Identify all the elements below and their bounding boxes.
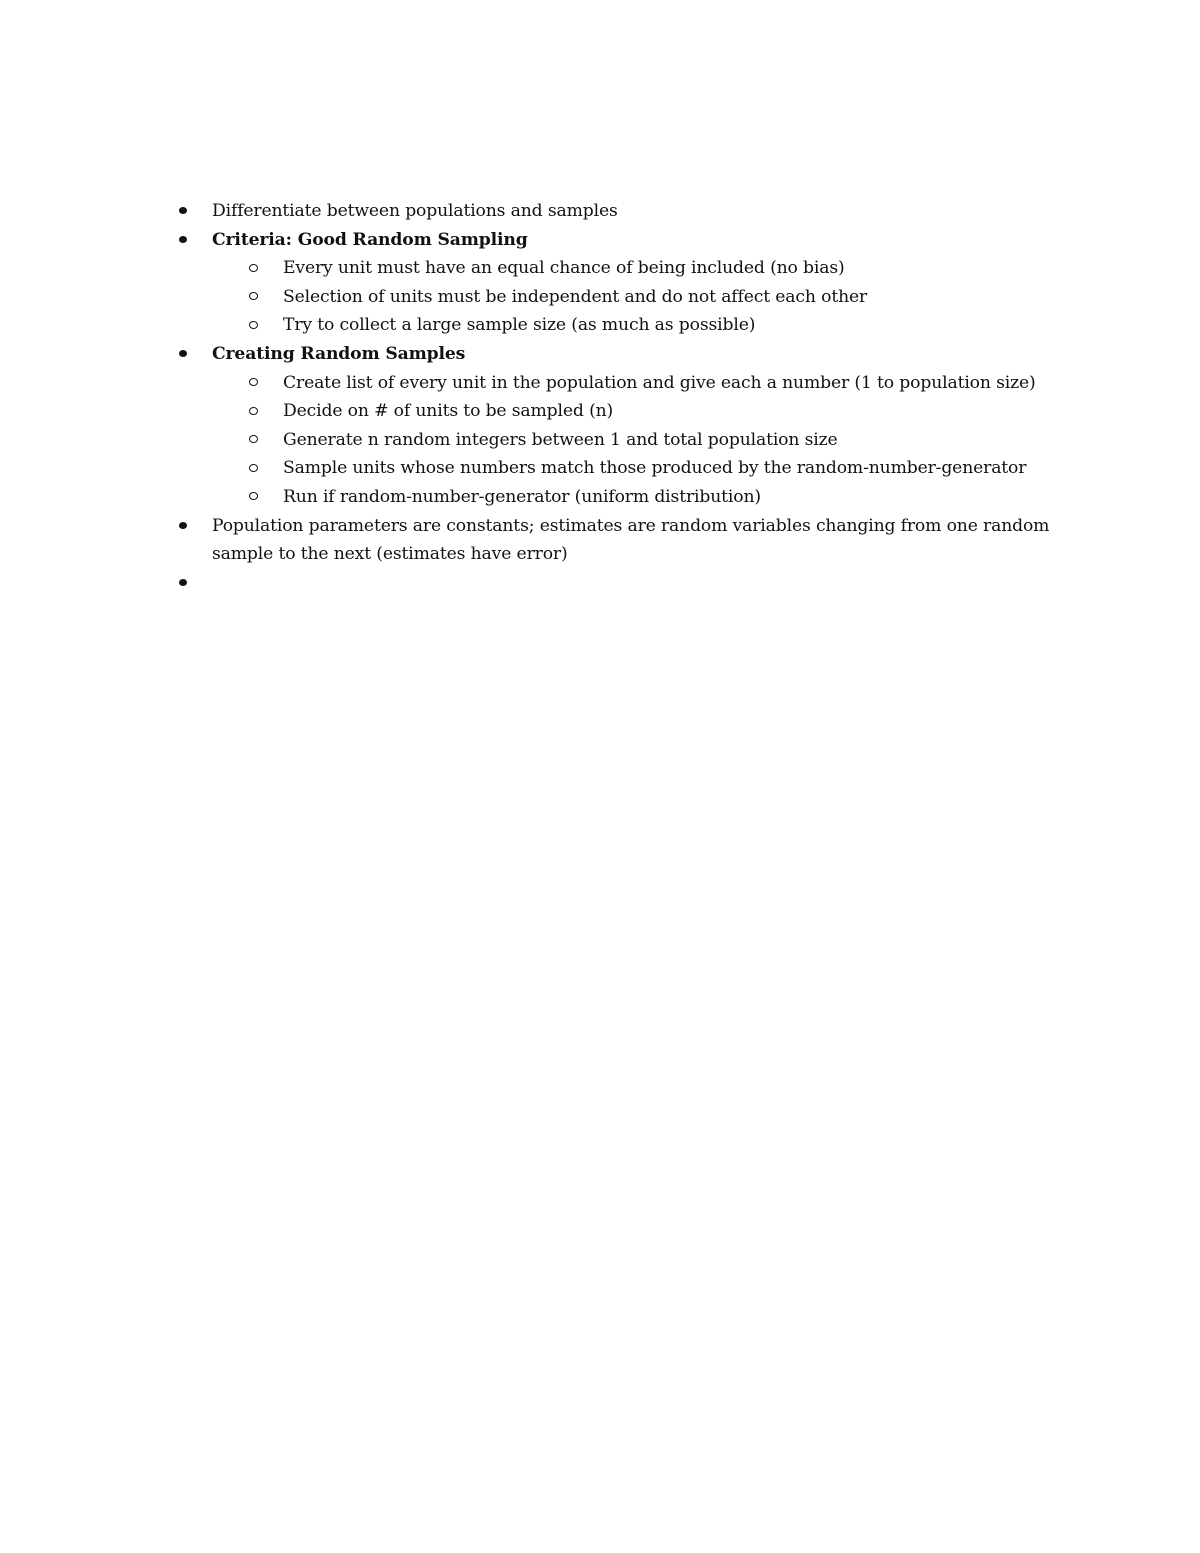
sub-bullet-item — [0, 454, 1200, 483]
sub-bullet-item — [0, 426, 1200, 455]
sub-bullet-item — [0, 283, 1200, 312]
bullet-circle-icon — [249, 369, 258, 398]
sub-bullet-item — [0, 397, 1200, 426]
bullet-item — [0, 340, 1200, 369]
bullet-text-line-1: Population parameters are constants; estimates are random variables changing from one random — [212, 515, 1050, 536]
sub-bullet-text: Selection of units must be independent and do not affect each other — [283, 286, 868, 307]
bullet-dot-icon — [179, 226, 187, 255]
bullet-circle-icon — [249, 283, 258, 312]
sub-bullet-item — [0, 311, 1200, 340]
bullet-text-line-2: sample to the next (estimates have error) — [212, 544, 568, 565]
sub-bullet-item — [0, 254, 1200, 283]
bullet-circle-icon — [249, 454, 258, 483]
bullet-item-empty — [0, 569, 1200, 598]
sub-bullet-text: Generate n random integers between 1 and total population size — [283, 429, 838, 450]
bullet-circle-icon — [249, 483, 258, 512]
document-body — [0, 197, 1200, 597]
bullet-circle-icon — [249, 397, 258, 426]
bullet-circle-icon — [249, 254, 258, 283]
bullet-dot-icon — [179, 340, 187, 369]
bullet-circle-icon — [249, 311, 258, 340]
bullet-dot-icon — [179, 197, 187, 226]
sub-bullet-item — [0, 483, 1200, 512]
bullet-item — [0, 512, 1200, 541]
sub-bullet-text: Create list of every unit in the population and give each a number (1 to population size) — [283, 372, 1036, 393]
section-heading: Creating Random Samples — [212, 343, 466, 364]
sub-bullet-item — [0, 369, 1200, 398]
sub-bullet-text: Every unit must have an equal chance of being included (no bias) — [283, 258, 845, 279]
bullet-item — [0, 226, 1200, 255]
bullet-circle-icon — [249, 426, 258, 455]
section-heading: Criteria: Good Random Sampling — [212, 229, 528, 250]
sub-bullet-text: Sample units whose numbers match those produced by the random-number-generator — [283, 458, 1027, 479]
bullet-text: Differentiate between populations and samples — [212, 201, 618, 221]
sub-bullet-text: Try to collect a large sample size (as much as possible) — [283, 315, 756, 336]
sub-bullet-text: Run if random-number-generator (uniform distribution) — [283, 486, 761, 507]
bullet-item-continuation — [0, 540, 1200, 569]
bullet-item — [0, 197, 1200, 226]
sub-bullet-text: Decide on # of units to be sampled (n) — [283, 401, 614, 422]
bullet-dot-icon — [179, 569, 187, 598]
bullet-dot-icon — [179, 512, 187, 541]
